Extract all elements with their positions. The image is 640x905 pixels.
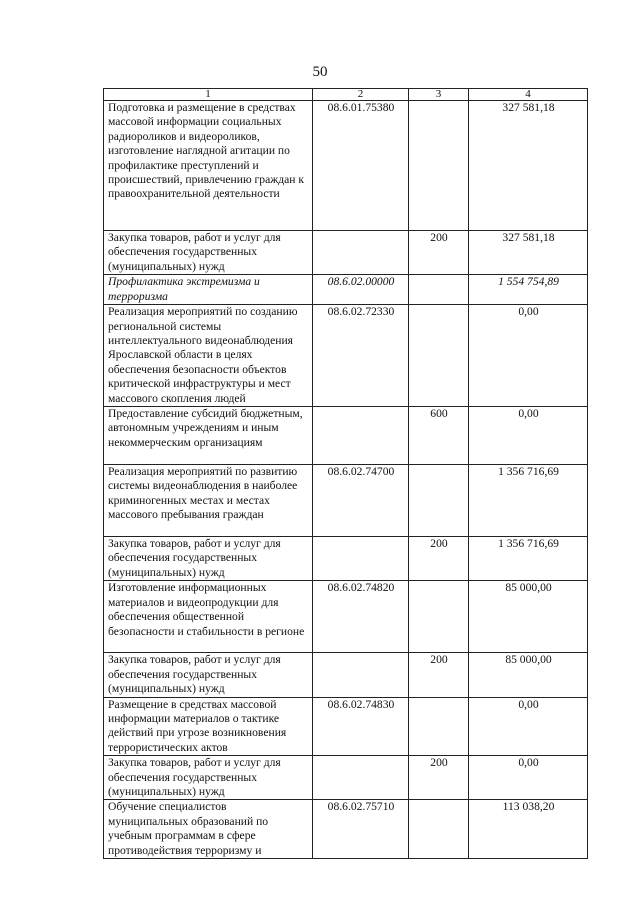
- row-code: 08.6.02.74700: [313, 465, 409, 537]
- table-row: [104, 305, 588, 407]
- table-row: [104, 756, 588, 800]
- row-type: [409, 465, 469, 537]
- row-name: Реализация мероприятий по развитию системы видеонаблюдения в наиболее криминогенных местах и местах массового пребывания граждан: [104, 465, 313, 537]
- page-number: 50: [312, 64, 328, 80]
- row-code: 08.6.02.00000: [313, 275, 409, 305]
- row-amount: 0,00: [469, 756, 588, 800]
- row-name: Подготовка и размещение в средствах массовой информации социальных радиороликов и видеороликов, изготовление наглядной агитации по профилактике преступлений и происшествий, привлечению граждан к правоохранительной деятельности: [104, 101, 313, 231]
- row-amount: 0,00: [469, 697, 588, 756]
- row-amount: 85 000,00: [469, 581, 588, 653]
- row-code: 08.6.02.75710: [313, 800, 409, 859]
- header-col-4: 4: [469, 89, 588, 101]
- table-row: [104, 800, 588, 859]
- row-type: [409, 275, 469, 305]
- row-amount: 1 554 754,89: [469, 275, 588, 305]
- row-type: 200: [409, 231, 469, 275]
- row-code: 08.6.02.72330: [313, 305, 409, 407]
- row-name: Предоставление субсидий бюджетным, автономным учреждениям и иным некоммерческим организациям: [104, 407, 313, 465]
- row-code: 08.6.02.74820: [313, 581, 409, 653]
- row-amount: 113 038,20: [469, 800, 588, 859]
- row-code: [313, 231, 409, 275]
- row-name: Закупка товаров, работ и услуг для обеспечения государственных (муниципальных) нужд: [104, 231, 313, 275]
- table-row: [104, 231, 588, 275]
- row-amount: 0,00: [469, 407, 588, 465]
- row-type: [409, 800, 469, 859]
- row-code: 08.6.02.74830: [313, 697, 409, 756]
- row-type: [409, 101, 469, 231]
- row-code: [313, 756, 409, 800]
- row-name: Размещение в средствах массовой информации материалов о тактике действий при угрозе возникновения террористических актов: [104, 697, 313, 756]
- row-name: Обучение специалистов муниципальных образований по учебным программам в сфере противодействия терроризму и: [104, 800, 313, 859]
- row-name: Реализация мероприятий по созданию региональной системы интеллектуального видеонаблюдения Ярославской области в целях обеспечения безопасности объектов критической инфраструктуры и мест массового скопления людей: [104, 305, 313, 407]
- row-name: Профилактика экстремизма и терроризма: [104, 275, 313, 305]
- row-code: [313, 407, 409, 465]
- table-row: [104, 537, 588, 581]
- header-col-2: 2: [313, 89, 409, 101]
- table-row: [104, 275, 588, 305]
- header-col-1: 1: [104, 89, 313, 101]
- row-name: Изготовление информационных материалов и видеопродукции для обеспечения общественной безопасности и стабильности в регионе: [104, 581, 313, 653]
- row-code: [313, 537, 409, 581]
- row-type: [409, 305, 469, 407]
- row-type: 200: [409, 653, 469, 697]
- budget-table: [103, 88, 588, 859]
- row-amount: 1 356 716,69: [469, 537, 588, 581]
- row-name: Закупка товаров, работ и услуг для обеспечения государственных (муниципальных) нужд: [104, 756, 313, 800]
- row-amount: 0,00: [469, 305, 588, 407]
- row-name: Закупка товаров, работ и услуг для обеспечения государственных (муниципальных) нужд: [104, 653, 313, 697]
- table-row: [104, 653, 588, 697]
- row-type: 200: [409, 537, 469, 581]
- row-type: 600: [409, 407, 469, 465]
- row-code: [313, 653, 409, 697]
- row-type: 200: [409, 756, 469, 800]
- table-row: [104, 101, 588, 231]
- table-header-row: [104, 89, 588, 101]
- table-row: [104, 465, 588, 537]
- row-type: [409, 581, 469, 653]
- row-amount: 85 000,00: [469, 653, 588, 697]
- row-amount: 327 581,18: [469, 231, 588, 275]
- table-row: [104, 581, 588, 653]
- row-name: Закупка товаров, работ и услуг для обеспечения государственных (муниципальных) нужд: [104, 537, 313, 581]
- row-type: [409, 697, 469, 756]
- row-amount: 1 356 716,69: [469, 465, 588, 537]
- table-row: [104, 407, 588, 465]
- table-row: [104, 697, 588, 756]
- row-code: 08.6.01.75380: [313, 101, 409, 231]
- header-col-3: 3: [409, 89, 469, 101]
- row-amount: 327 581,18: [469, 101, 588, 231]
